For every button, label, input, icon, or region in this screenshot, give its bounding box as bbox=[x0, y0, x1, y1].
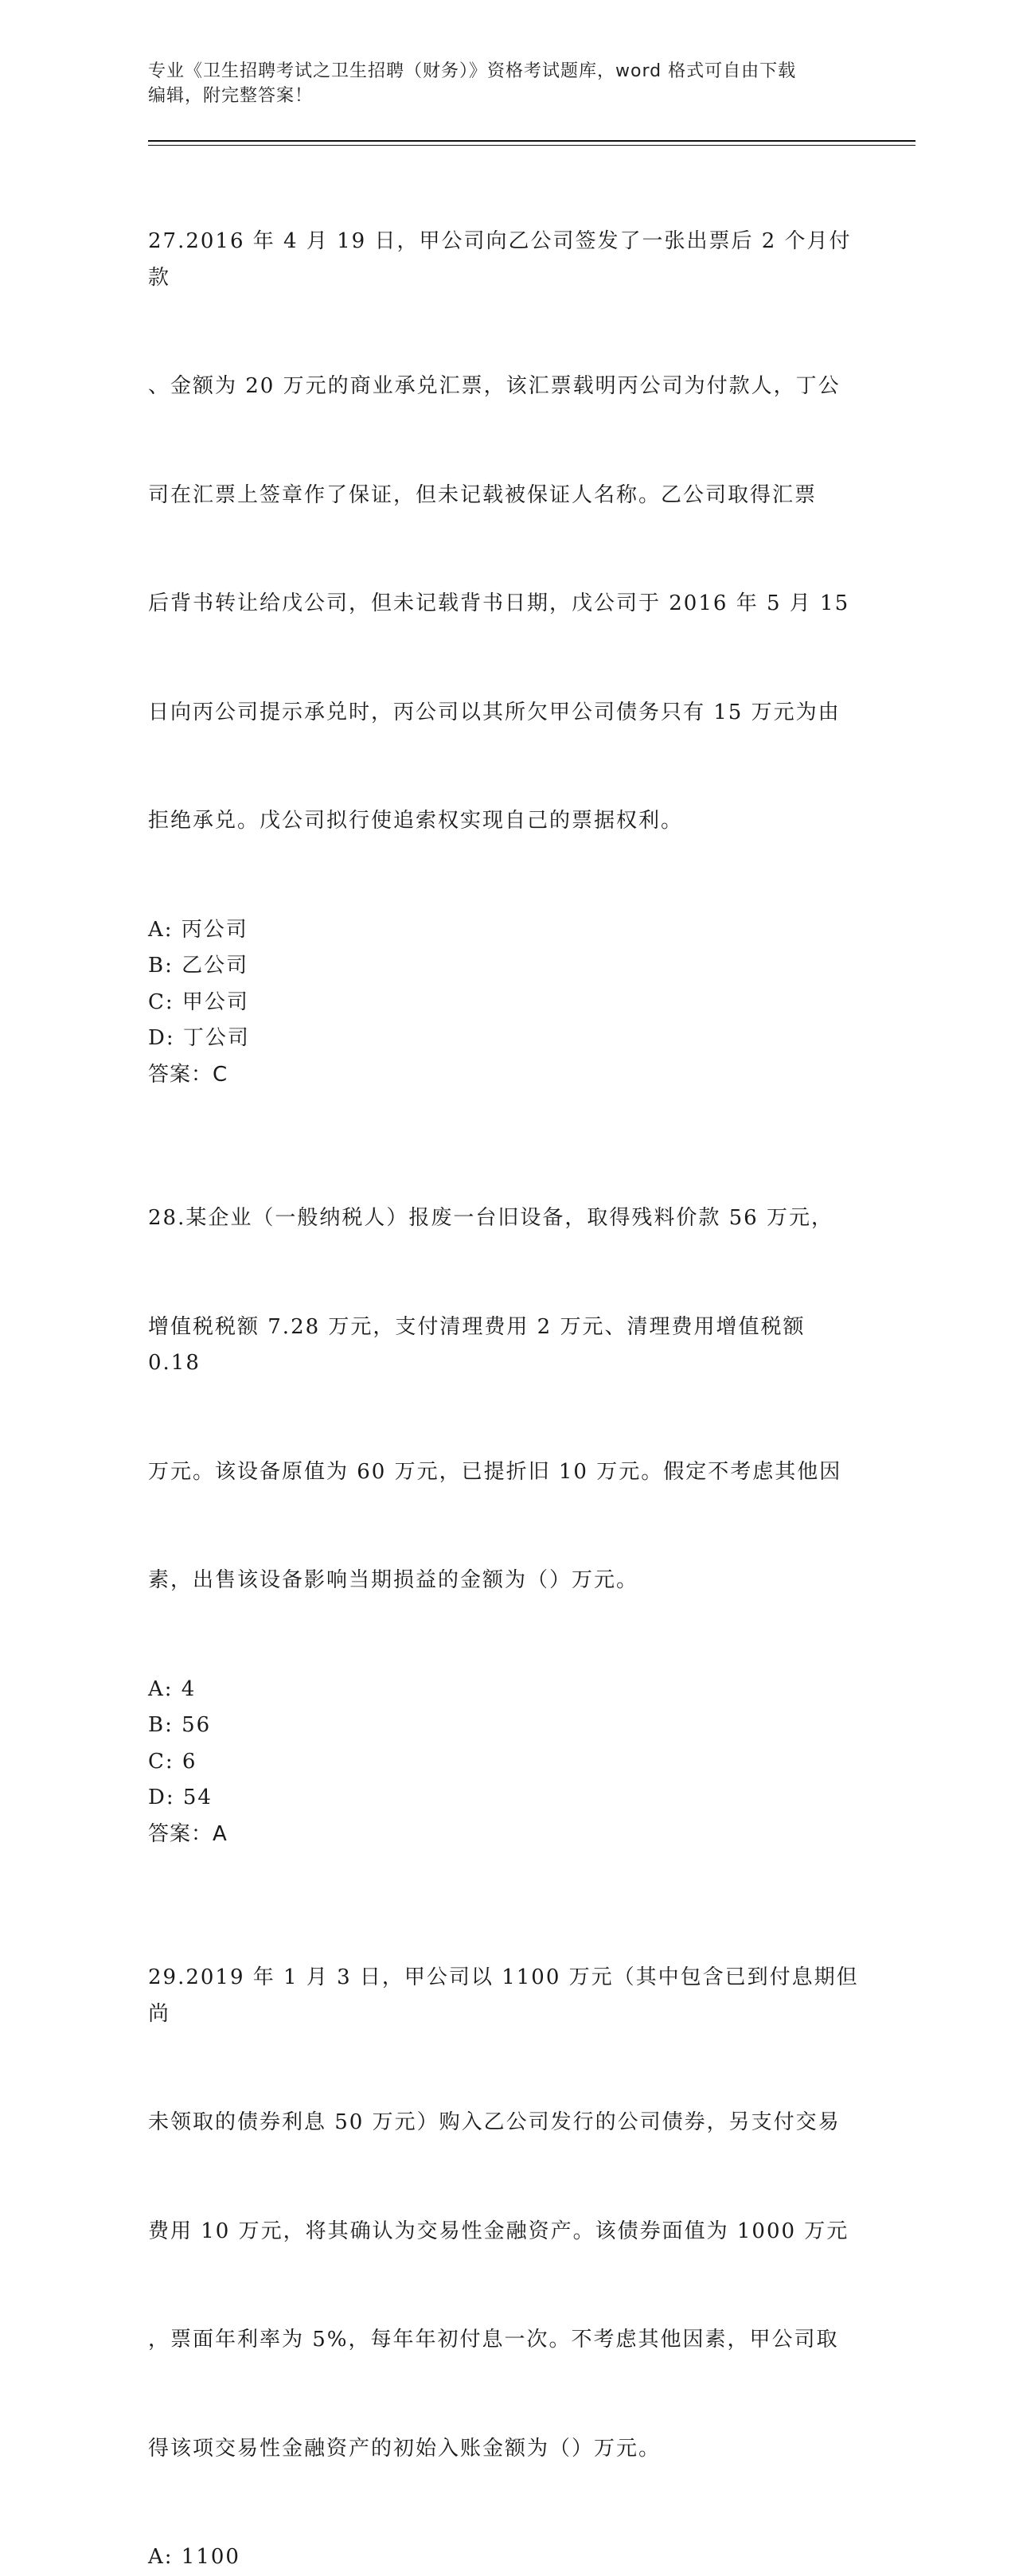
stem-line: 拒绝承兑。戊公司拟行使追索权实现自己的票据权利。 bbox=[148, 809, 684, 833]
question-27 bbox=[148, 151, 865, 1093]
header-divider-thin bbox=[148, 145, 915, 146]
question-28 bbox=[148, 1128, 865, 1852]
header-line-1: 专业《卫生招聘考试之卫生招聘（财务）》资格考试题库，word 格式可自由下载 bbox=[148, 61, 797, 81]
stem-line: 日向丙公司提示承兑时，丙公司以其所欠甲公司债务只有 15 万元为由 bbox=[148, 700, 841, 724]
stem-line: 29.2019 年 1 月 3 日，甲公司以 1100 万元（其中包含已到付息期但尚 bbox=[148, 1965, 859, 2026]
document-header bbox=[148, 59, 865, 108]
option-a: A: 丙公司 bbox=[148, 917, 248, 942]
stem-line: 费用 10 万元，将其确认为交易性金融资产。该债券面值为 1000 万元 bbox=[148, 2219, 849, 2243]
stem-line: 得该项交易性金融资产的初始入账金额为（）万元。 bbox=[148, 2436, 662, 2461]
option-a: A: 1100 bbox=[148, 2545, 240, 2569]
stem-line: 增值税税额 7.28 万元，支付清理费用 2 万元、清理费用增值税额 0.18 bbox=[148, 1314, 814, 1375]
question-spacer bbox=[148, 1093, 865, 1128]
answer-label: 答案：C bbox=[148, 1062, 228, 1087]
question-stem bbox=[148, 1128, 865, 1672]
option-c: C: 甲公司 bbox=[148, 989, 249, 1014]
question-spacer bbox=[148, 1852, 865, 1887]
stem-line: 万元。该设备原值为 60 万元，已提折旧 10 万元。假定不考虑其他因 bbox=[148, 1459, 842, 1484]
header-line-2: 编辑，附完整答案！ bbox=[148, 86, 314, 106]
option-c: C: 6 bbox=[148, 1749, 197, 1774]
stem-line: 司在汇票上签章作了保证，但未记载被保证人名称。乙公司取得汇票 bbox=[148, 482, 818, 507]
stem-line: 后背书转让给戊公司，但未记载背书日期，戊公司于 2016 年 5 月 15 bbox=[148, 591, 850, 615]
stem-line: 、金额为 20 万元的商业承兑汇票，该汇票载明丙公司为付款人，丁公 bbox=[148, 374, 841, 398]
stem-line: 素，出售该设备影响当期损益的金额为（）万元。 bbox=[148, 1568, 639, 1592]
stem-line: 未领取的债券利息 50 万元）购入乙公司发行的公司债券，另支付交易 bbox=[148, 2110, 841, 2134]
stem-line: ，票面年利率为 5%，每年年初付息一次。不考虑其他因素，甲公司取 bbox=[148, 2328, 839, 2352]
header-divider-thick bbox=[148, 140, 915, 142]
option-b: B: 56 bbox=[148, 1713, 212, 1737]
question-29 bbox=[148, 1887, 865, 2576]
option-a: A: 4 bbox=[148, 1676, 197, 1701]
question-stem bbox=[148, 1887, 865, 2539]
question-stem bbox=[148, 151, 865, 912]
option-d: D: 丁公司 bbox=[148, 1026, 250, 1050]
answer-label: 答案：A bbox=[148, 1821, 228, 1846]
question-list bbox=[148, 151, 865, 2576]
stem-line: 28.某企业（一般纳税人）报废一台旧设备，取得残料价款 56 万元， bbox=[148, 1206, 833, 1230]
stem-line: 27.2016 年 4 月 19 日，甲公司向乙公司签发了一张出票后 2 个月付款 bbox=[148, 229, 852, 290]
option-b: B: 乙公司 bbox=[148, 954, 249, 978]
option-d: D: 54 bbox=[148, 1786, 213, 1809]
